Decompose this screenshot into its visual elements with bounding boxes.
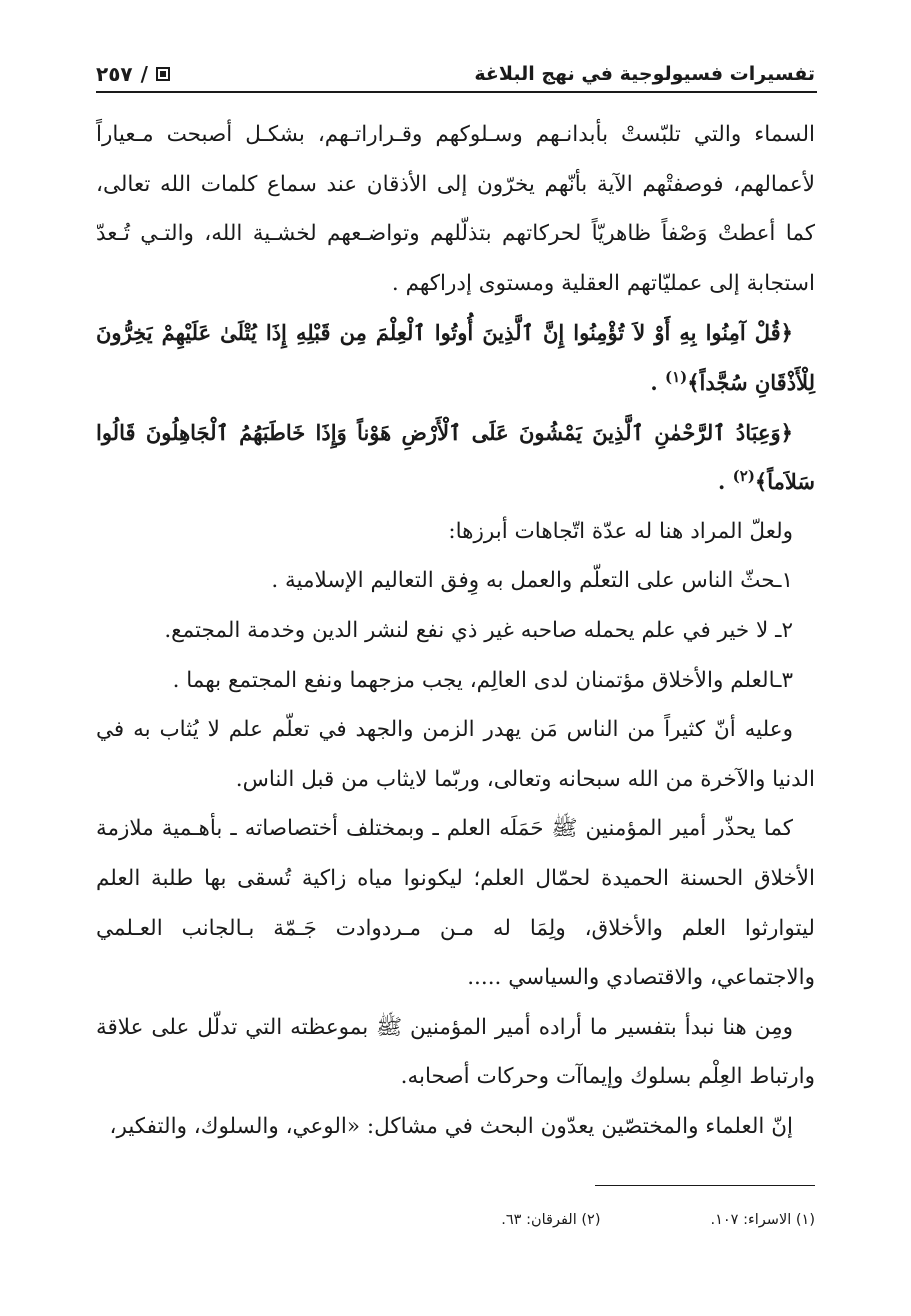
quran-verse [96, 408, 815, 507]
footnote: (٢) الفرقان: ٦٣. [501, 1212, 601, 1228]
header-rule [96, 91, 817, 93]
page-separator: / [140, 62, 148, 86]
book-title: تفسيرات فسيولوجية في نهج البلاغة [474, 63, 815, 85]
verse-end-punctuation: . [650, 369, 665, 395]
paragraph: السماء والتي تلبّستْ بأبدانـهم وسـلوكهم وقـراراتـهم، بشكـل أصبحت مـعياراً لأعمالهم، فوصفتْهم الآية بأنّهم يخرّون إلى الأذقان عند سماع كلمات الله تعالى، كما أعطتْ وَصْفاً ظاهريّاً لحركاتهم بتذلّلهم وتواضـعهم لخشـية الله، والتـي تُـعدّ استجابة إلى عمليّاتهم العقلية ومستوى إدراكهم . [96, 122, 815, 296]
body-text [96, 110, 815, 1151]
footnote-ref: (٢) [732, 467, 755, 486]
page-number: ٢٥٧ [96, 62, 133, 86]
quran-verse [96, 308, 815, 407]
list-item: ١ـحثّ الناس على التعلّم والعمل به وِفق التعاليم الإسلامية . [271, 568, 793, 594]
paragraph: إنّ العلماء والمختصّين يعدّون البحث في مشاكل: «الوعي، والسلوك، والتفكير، [109, 1113, 793, 1139]
verse-end-punctuation: . [718, 469, 733, 495]
list-item: ٢ـ لا خير في علم يحمله صاحبه غير ذي نفع لنشر الدين وخدمة المجتمع. [164, 617, 793, 643]
paragraph: ومِن هنا نبدأ بتفسير ما أراده أمير المؤمنين ﷺ بموعظته التي تدلّل على علاقة وارتباط العِلْم بسلوك وإيماآت وحركات أصحابه. [96, 1014, 815, 1090]
paragraph: وعليه أنّ كثيراً من الناس مَن يهدر الزمن والجهد في تعلّم علم لا يُثاب به في الدنيا والآخرة من الله سبحانه وتعالى، وربّما لايثاب من قبل الناس. [96, 717, 815, 792]
footnote-ref: (١) [664, 367, 688, 386]
square-ornament-icon [156, 67, 170, 81]
paragraph: كما يحذّر أمير المؤمنين ﷺ حَمَلَه العلم ـ وبمختلف أختصاصاته ـ بأهـمية ملازمة الأخلاق الحسنة الحميدة لحمّال العلم؛ ليكونوا مياه زاكية تُسقى بها طلبة العلم ليتوارثوا العلم والأخلاق، ولِمَا له مـن مـردوادت جَـمّة بـالجانب العـلمي والاجتماعي، والاقتصادي والسياسي ..... [96, 816, 815, 991]
paragraph: ولعلّ المراد هنا له عدّة اتّجاهات أبرزها: [448, 518, 793, 544]
footnote-rule [595, 1185, 815, 1186]
footnote: (١) الاسراء: ١٠٧. [710, 1212, 815, 1228]
quran-verse-text: ﴿قُلْ آمِنُوا بِهِ أَوْ لاَ تُؤْمِنُوا إِنَّ ٱلَّذِينَ أُوتُوا ٱلْعِلْمَ مِن قَبْلِهِ إِذَا يُتْلَىٰ عَلَيْهِمْ يَخِرُّونَ لِلْأَذْقَانِ سُجَّداً﴾ [96, 320, 815, 395]
list-item: ٣ـالعلم والأخلاق مؤتمنان لدى العالِم، يجب مزجهما ونفع المجتمع بهما . [172, 667, 793, 693]
page-number-group [96, 64, 170, 84]
quran-verse-text: ﴿وَعِبَادُ ٱلرَّحْمٰنِ ٱلَّذِينَ يَمْشُونَ عَلَى ٱلْأَرْضِ هَوْناً وَإِذَا خَاطَبَهُمُ ٱلْجَاهِلُونَ قَالُوا سَلاَماً﴾ [96, 419, 815, 495]
page-header [96, 44, 815, 84]
footnotes [96, 1212, 815, 1228]
